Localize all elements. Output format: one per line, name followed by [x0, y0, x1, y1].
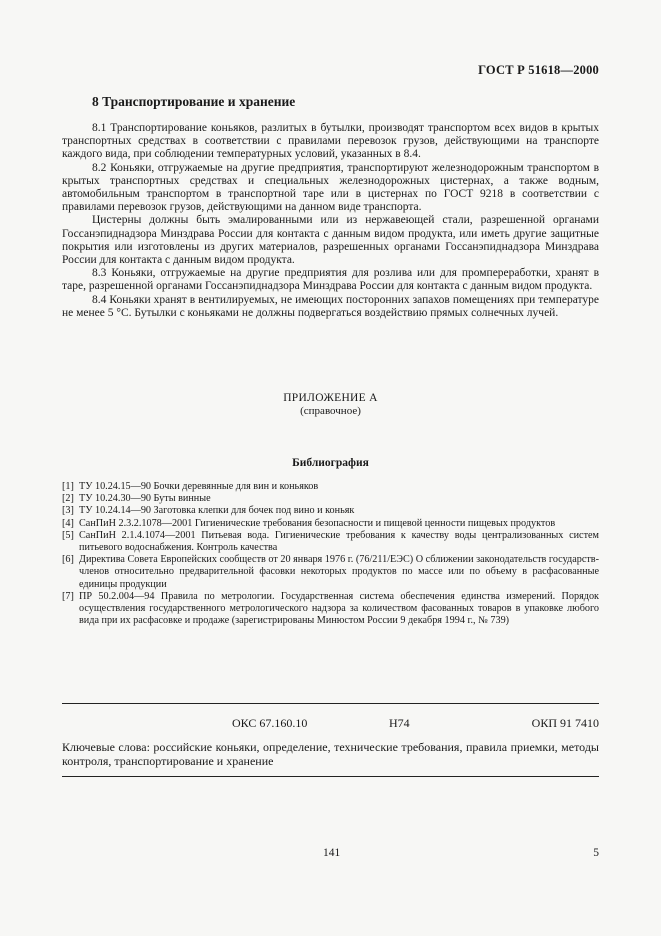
page-number-right: 5 [593, 847, 599, 859]
paragraph-8-3: 8.3 Коньяки, отгружаемые на другие предприятия для розлива или для промпереработки, хранят в таре, разрешенной органами Госсанэпиднадзора Минздрава России для контакта с данным видом продукта. [62, 267, 599, 293]
okp-code: ОКП 91 7410 [531, 716, 599, 730]
section-body [62, 122, 599, 320]
annex-title: ПРИЛОЖЕНИЕ А [283, 392, 378, 404]
bibliography-title: Библиография [292, 457, 369, 469]
paragraph-8-4: 8.4 Коньяки хранят в вентилируемых, не имеющих посторонних запахов помещениях при температуре не менее 5 °С. Бутылки с коньяками не должны подвергаться воздействию прямых солнечных лучей. [62, 293, 599, 319]
bibliography-item [62, 481, 599, 493]
bibliography-text: ТУ 10.24.14—90 Заготовка клепки для бочек под вино и коньяк [79, 505, 355, 517]
paragraph-8-2: 8.2 Коньяки, отгружаемые на другие предприятия, транспортируют железнодорожным транспортом в крытых транспортных средствах и специальных железнодорожных цистернах, а также водным, автомобильным транспортом в транспортной таре или в цистернах по ГОСТ 9218 в соответствии с правилами перевозок грузов, действующими на данном виде транспорта. [62, 161, 599, 214]
footer-divider-bottom [62, 776, 599, 777]
bibliography-number: [4] [62, 517, 74, 529]
bibliography-text: ПР 50.2.004—94 Правила по метрологии. Государственная система обеспечения единства измерений. Порядок осуществления государственного метрологического надзора за количеством фасованных товаров в упаковке любого вида при их расфасовке и продаже (зарегистрированы Минюстом России 9 декабря 1994 г., № 739) [79, 590, 599, 627]
bibliography-text: ТУ 10.24.15—90 Бочки деревянные для вин и коньяков [79, 481, 319, 492]
bibliography-number: [5] [62, 529, 74, 541]
bibliography-item [62, 591, 599, 628]
bibliography-number: [7] [62, 590, 74, 602]
bibliography-item [62, 530, 599, 554]
bibliography-item [62, 554, 599, 591]
bibliography-item [62, 493, 599, 505]
oks-code: ОКС 67.160.10 [232, 716, 308, 730]
bibliography-text: СанПиН 2.3.2.1078—2001 Гигиенические требования безопасности и пищевой ценности пищевых продуктов [79, 517, 556, 529]
bibliography-number: [6] [62, 554, 74, 566]
bibliography-number: [3] [62, 505, 74, 517]
bibliography-item [62, 518, 599, 530]
bibliography-number: [1] [62, 481, 74, 492]
bibliography-text: ТУ 10.24.30—90 Буты винные [79, 493, 211, 505]
section-title: 8 Транспортирование и хранение [92, 94, 296, 109]
group-code: Н74 [389, 716, 410, 730]
annex-subtitle: (справочное) [300, 405, 361, 417]
paragraph-8-1: 8.1 Транспортирование коньяков, разлитых в бутылки, производят транспортом всех видов в крытых транспортных средствах в соответствии с правилами перевозок грузов, действующими на транспорте каждого вида, при соблюдении температурных условий, указанных в 8.4. [62, 122, 599, 161]
footer-divider-top [62, 703, 599, 704]
paragraph-tanks: Цистерны должны быть эмалированными или из нержавеющей стали, разрешенной органами Госсанэпиднадзора Минздрава России для контакта с данным видом продукта, или иметь другие защитные покрытия или изготовлены из других материалов, разрешенных органами Госсанэпиднадзора Минздрава России для контакта с данным видом продукта. [62, 214, 599, 267]
bibliography-list [62, 481, 599, 627]
bibliography-text: Директива Совета Европейских сообществ от 20 января 1976 г. (76/211/ЕЭС) О сближении законодательств государств-членов относительно предварительной фасовки некоторых продуктов по массе или по объему в расфасованные единицы продукции [79, 554, 599, 590]
bibliography-text: СанПиН 2.1.4.1074—2001 Питьевая вода. Гигиенические требования к качеству воды централизованных систем питьевого водоснабжения. Контроль качества [79, 529, 599, 554]
bibliography-number: [2] [62, 493, 74, 505]
document-id: ГОСТ Р 51618—2000 [478, 63, 599, 77]
keywords: Ключевые слова: российские коньяки, определение, технические требования, правила приемки, методы контроля, транспортирование и хранение [62, 740, 599, 768]
page-number-center: 141 [323, 847, 341, 859]
bibliography-item [62, 505, 599, 517]
